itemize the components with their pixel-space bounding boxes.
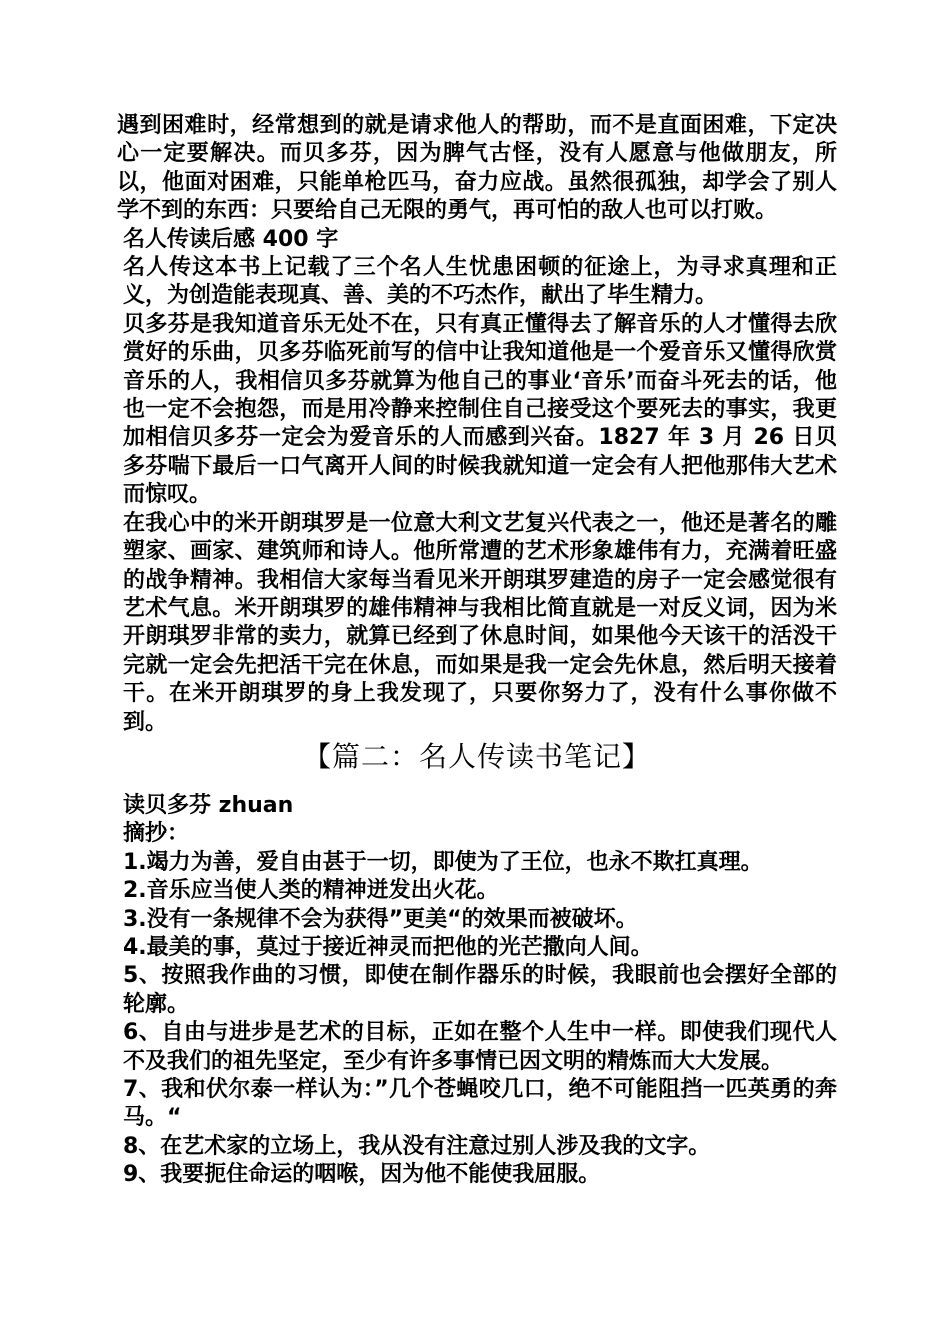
paragraph-beethoven: 贝多芬是我知道音乐无处不在，只有真正懂得去了解音乐的人才懂得去欣赏好的乐曲，贝多芬临死前写的信中让我知道他是一个爱音乐又懂得欣赏音乐的人，我相信贝多芬就算为他自己的事业‘音乐’而奋斗死去的话，他也一定不会抱怨，而是用冷静来控制住自己接受这个要死去的事实，我更加相信贝多芬一定会为爱音乐的人而感到兴奋。1827 年 3 月 26 日贝多芬喘下最后一口气离开人间的时候我就知道一定会有人把他那伟大艺术而惊叹。 xyxy=(123,311,837,508)
section-heading: 【篇二：名人传读书笔记】 xyxy=(302,739,651,773)
notes-title: 读贝多芬 zhuan xyxy=(123,792,294,818)
quote-item: 6、自由与进步是艺术的目标，正如在整个人生中一样。即使我们现代人不及我们的祖先坚定，至少有许多事情已因文明的精炼而大大发展。 xyxy=(123,1020,837,1074)
quote-item: 1.竭力为善，爱自由甚于一切，即使为了王位，也永不欺扛真理。 xyxy=(123,849,763,875)
essay-title-400: 名人传读后感 400 字 xyxy=(123,226,339,252)
paragraph-michelangelo: 在我心中的米开朗琪罗是一位意大利文艺复兴代表之一，他还是著名的雕塑家、画家、建筑师和诗人。他所常遭的艺术形象雄伟有力，充满着旺盛的战争精神。我相信大家每当看见米开朗琪罗建造的房子一定会感觉很有艺术气息。米开朗琪罗的雄伟精神与我相比简直就是一对反义词，因为米开朗琪罗非常的卖力，就算已经到了休息时间，如果他今天该干的活没干完就一定会先把活干完在休息，而如果是我一定会先休息，然后明天接着干。在米开朗琪罗的身上我发现了，只要你努力了，没有什么事你做不到。 xyxy=(123,510,837,735)
quote-item: 4.最美的事，莫过于接近神灵而把他的光芒撒向人间。 xyxy=(123,934,653,960)
quote-item: 7、我和伏尔泰一样认为：”几个苍蝇咬几口，绝不可能阻挡一匹英勇的奔马。“ xyxy=(123,1077,837,1131)
quote-item: 2.音乐应当使人类的精神迸发出火花。 xyxy=(123,878,499,904)
paragraph-continuation: 遇到困难时，经常想到的就是请求他人的帮助，而不是直面困难，下定决心一定要解决。而贝多芬，因为脾气古怪，没有人愿意与他做朋友，所以，他面对困难，只能单枪匹马，奋力应战。虽然很孤独，却学会了别人学不到的东西：只要给自己无限的勇气，再可怕的敌人也可以打败。 xyxy=(117,113,837,224)
quote-item: 8、在艺术家的立场上，我从没有注意过别人涉及我的文字。 xyxy=(123,1133,711,1159)
quote-item: 3.没有一条规律不会为获得”更美“的效果而被破坏。 xyxy=(123,906,638,932)
document-page xyxy=(117,112,837,1190)
quote-item: 5、按照我作曲的习惯，即使在制作器乐的时候，我眼前也会摆好全部的轮廓。 xyxy=(123,963,837,1017)
section-gap xyxy=(117,774,837,792)
excerpt-label: 摘抄： xyxy=(123,821,190,847)
paragraph-intro: 名人传这本书上记载了三个名人生忧患困顿的征途上，为寻求真理和正义，为创造能表现真、善、美的不巧杰作，献出了毕生精力。 xyxy=(123,255,837,309)
quote-item: 9、我要扼住命运的咽喉，因为他不能使我屈服。 xyxy=(123,1162,601,1188)
